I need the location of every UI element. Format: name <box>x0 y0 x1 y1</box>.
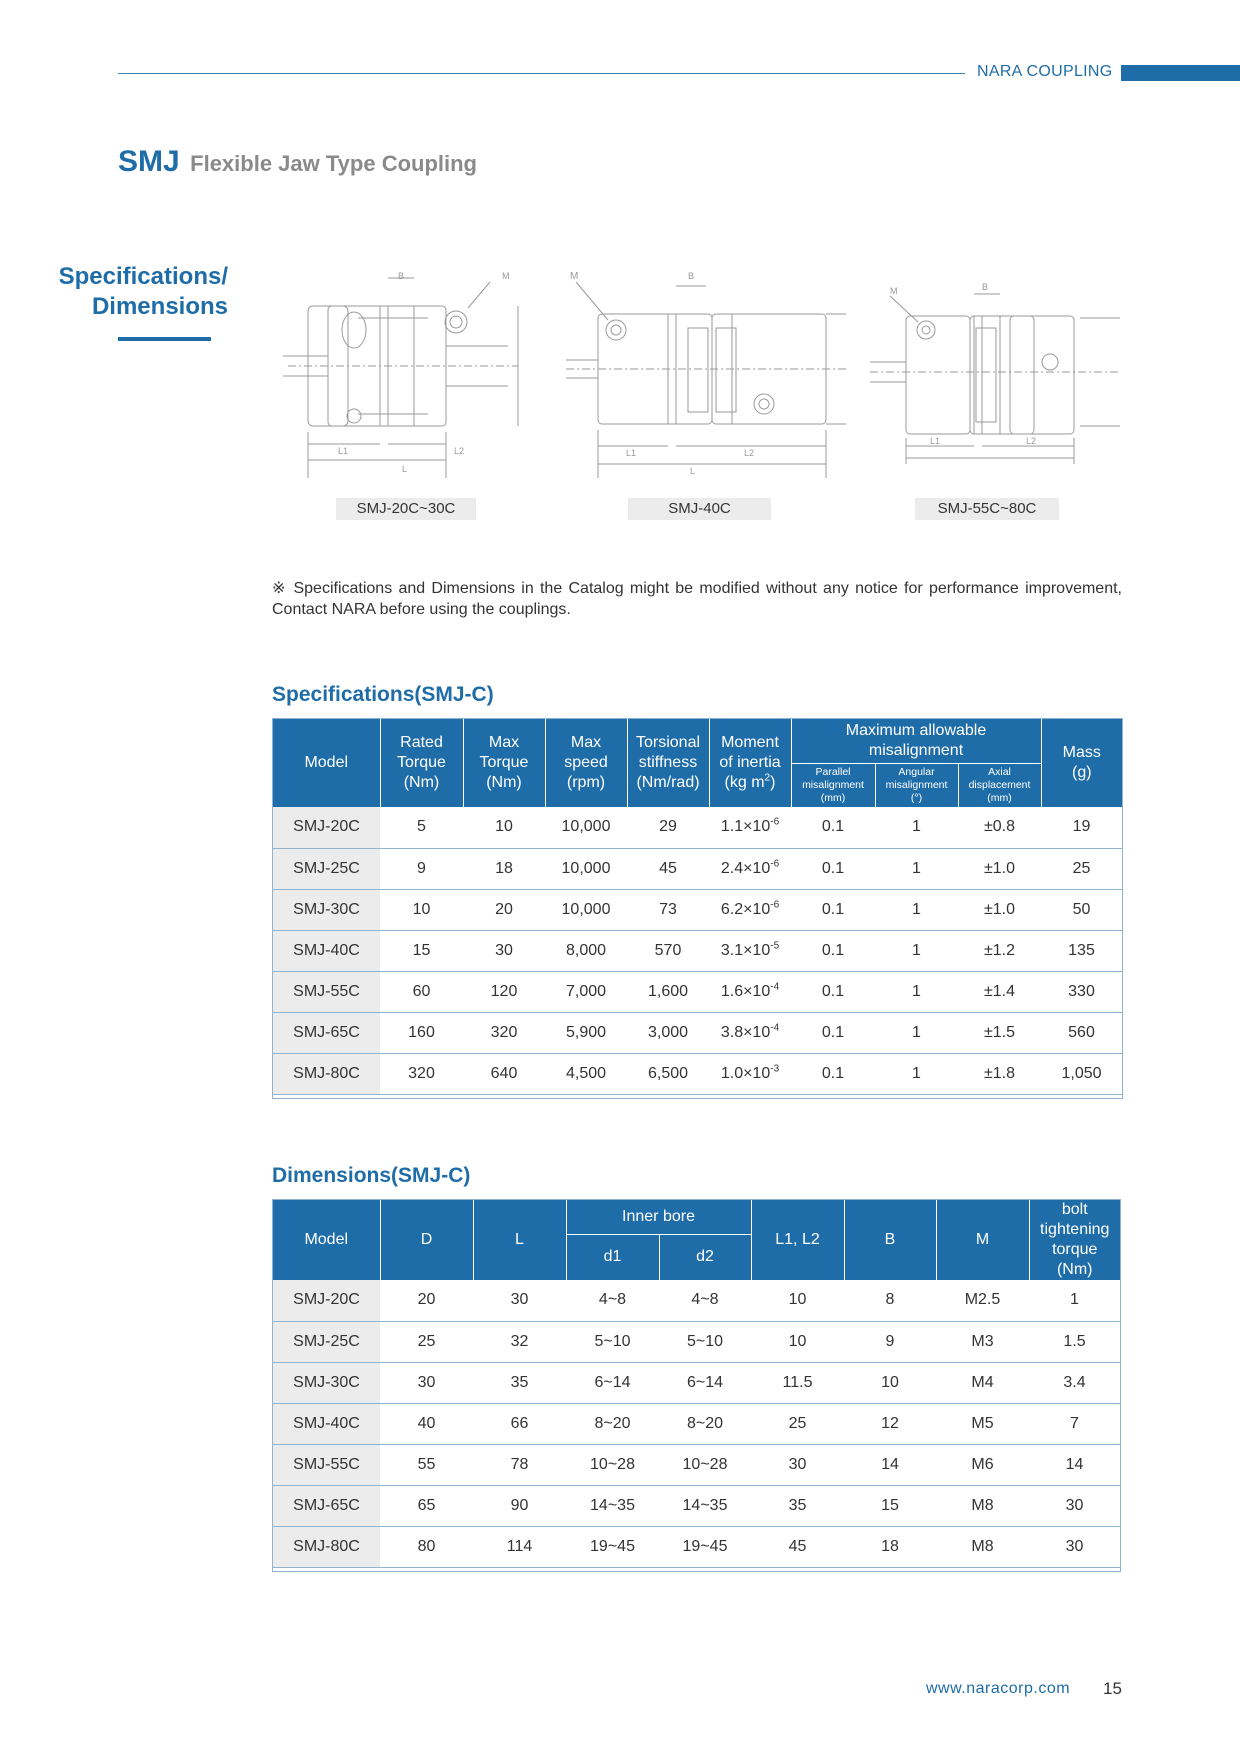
page-number: 15 <box>1103 1679 1122 1698</box>
dim-cell-m: M8 <box>936 1526 1029 1567</box>
dim-cell-d2: 14~35 <box>659 1485 751 1526</box>
spec-cell-inertia: $3.8\times 10^{-4}$ <box>709 1012 791 1053</box>
spec-cell-axial: ±1.4 <box>958 971 1041 1012</box>
spec-cell-speed: 8,000 <box>545 930 627 971</box>
spec-cell-stiffness: 29 <box>627 807 709 848</box>
diagram-mark-l2: L2 <box>454 446 465 456</box>
spec-cell-parallel: 0.1 <box>791 848 875 889</box>
spec-cell-parallel: 0.1 <box>791 807 875 848</box>
dim-cell-d: 20 <box>380 1280 473 1321</box>
dim-cell-model: SMJ-80C <box>273 1526 380 1567</box>
dim-cell-d2: 8~20 <box>659 1403 751 1444</box>
dim-row <box>273 1403 1120 1444</box>
dim-cell-d: 40 <box>380 1403 473 1444</box>
dim-cell-l: 66 <box>473 1403 566 1444</box>
dim-header-model: Model <box>273 1200 380 1280</box>
spec-cell-rated: 9 <box>380 848 463 889</box>
spec-row <box>273 971 1122 1012</box>
product-description: Flexible Jaw Type Coupling <box>190 151 477 176</box>
spec-header-max-torque: Max Torque (Nm) <box>463 719 545 807</box>
dim-cell-l1-l2: 30 <box>751 1444 844 1485</box>
section-heading-line2: Dimensions <box>91 293 228 320</box>
spec-cell-mass: 25 <box>1041 848 1122 889</box>
spec-cell-parallel: 0.1 <box>791 1012 875 1053</box>
spec-cell-mass: 135 <box>1041 930 1122 971</box>
diagram-smj-40c <box>556 268 856 483</box>
spec-cell-mass: 19 <box>1041 807 1122 848</box>
dim-cell-m: M5 <box>936 1403 1029 1444</box>
dim-cell-bolt: 1 <box>1029 1280 1120 1321</box>
dim-header-m: M <box>936 1200 1029 1280</box>
spec-cell-stiffness: 3,000 <box>627 1012 709 1053</box>
spec-cell-axial: ±1.8 <box>958 1053 1041 1094</box>
diagram-label-smj-40c: SMJ-40C <box>628 498 771 520</box>
dim-cell-l: 32 <box>473 1321 566 1362</box>
spec-cell-inertia: $1.0\times 10^{-3}$ <box>709 1053 791 1094</box>
diagram-mark-m: M <box>570 271 579 282</box>
dim-cell-b: 14 <box>844 1444 936 1485</box>
spec-cell-model: SMJ-80C <box>273 1053 380 1094</box>
spec-cell-axial: ±1.5 <box>958 1012 1041 1053</box>
dim-cell-l: 78 <box>473 1444 566 1485</box>
dim-cell-m: M4 <box>936 1362 1029 1403</box>
section-heading-underline <box>118 337 211 341</box>
spec-cell-mass: 1,050 <box>1041 1053 1122 1094</box>
spec-header-moment-of-inertia: Moment of inertia (kg $m^2$) <box>709 719 791 807</box>
spec-cell-mass: 50 <box>1041 889 1122 930</box>
dim-cell-b: 9 <box>844 1321 936 1362</box>
dim-cell-model: SMJ-25C <box>273 1321 380 1362</box>
spec-cell-axial: ±1.0 <box>958 889 1041 930</box>
spec-cell-parallel: 0.1 <box>791 930 875 971</box>
section-heading-line1: Specifications/ <box>58 263 228 290</box>
dim-header-inner-bore: Inner bore <box>566 1200 751 1234</box>
dim-cell-m: M3 <box>936 1321 1029 1362</box>
spec-cell-max-torque: 18 <box>463 848 545 889</box>
spec-cell-max-torque: 320 <box>463 1012 545 1053</box>
spec-cell-mass: 330 <box>1041 971 1122 1012</box>
dim-cell-d1: 4~8 <box>566 1280 659 1321</box>
spec-header-axial: Axial displacement (mm) <box>958 763 1041 807</box>
spec-cell-inertia: $1.6\times 10^{-4}$ <box>709 971 791 1012</box>
spec-cell-mass: 560 <box>1041 1012 1122 1053</box>
spec-cell-model: SMJ-20C <box>273 807 380 848</box>
spec-row <box>273 848 1122 889</box>
dim-row <box>273 1321 1120 1362</box>
spec-cell-angular: 1 <box>875 930 958 971</box>
diagram-mark-l: L <box>402 464 408 474</box>
spec-cell-axial: ±1.2 <box>958 930 1041 971</box>
dim-cell-l: 90 <box>473 1485 566 1526</box>
spec-table-title: Specifications(SMJ-C) <box>272 683 494 706</box>
dim-cell-bolt: 1.5 <box>1029 1321 1120 1362</box>
dim-cell-d: 25 <box>380 1321 473 1362</box>
dim-cell-d: 65 <box>380 1485 473 1526</box>
dim-cell-d1: 14~35 <box>566 1485 659 1526</box>
dim-cell-bolt: 3.4 <box>1029 1362 1120 1403</box>
spec-header-parallel: Parallel misalignment (mm) <box>791 763 875 807</box>
spec-cell-rated: 15 <box>380 930 463 971</box>
diagram-mark-b: B <box>398 271 405 281</box>
dim-cell-model: SMJ-65C <box>273 1485 380 1526</box>
spec-cell-model: SMJ-55C <box>273 971 380 1012</box>
spec-cell-speed: 10,000 <box>545 848 627 889</box>
spec-cell-max-torque: 30 <box>463 930 545 971</box>
dim-table <box>273 1200 1120 1568</box>
dim-cell-l1-l2: 45 <box>751 1526 844 1567</box>
diagram-mark-b: B <box>688 271 695 281</box>
footer-url[interactable]: www.naracorp.com <box>926 1680 1071 1697</box>
diagram-mark-l1: L1 <box>626 448 637 458</box>
dim-cell-d2: 5~10 <box>659 1321 751 1362</box>
dim-cell-l1-l2: 35 <box>751 1485 844 1526</box>
spec-cell-angular: 1 <box>875 1053 958 1094</box>
diagram-mark-m: M <box>890 286 898 296</box>
spec-cell-max-torque: 640 <box>463 1053 545 1094</box>
spec-row <box>273 889 1122 930</box>
spec-cell-speed: 10,000 <box>545 807 627 848</box>
dim-cell-b: 8 <box>844 1280 936 1321</box>
dim-header-l1-l2: L1, L2 <box>751 1200 844 1280</box>
dim-cell-l1-l2: 11.5 <box>751 1362 844 1403</box>
dim-header-bolt-torque: bolt tightening torque (Nm) <box>1029 1200 1120 1280</box>
page-title <box>118 145 477 179</box>
spec-cell-rated: 60 <box>380 971 463 1012</box>
product-code: SMJ <box>118 145 180 178</box>
header-accent-bar <box>1121 65 1240 81</box>
spec-cell-rated: 10 <box>380 889 463 930</box>
spec-cell-inertia: $2.4\times 10^{-6}$ <box>709 848 791 889</box>
header-rule <box>118 73 965 74</box>
dim-cell-l1-l2: 10 <box>751 1321 844 1362</box>
dim-cell-model: SMJ-20C <box>273 1280 380 1321</box>
spec-cell-model: SMJ-30C <box>273 889 380 930</box>
dim-cell-model: SMJ-40C <box>273 1403 380 1444</box>
dim-row <box>273 1485 1120 1526</box>
spec-row <box>273 807 1122 848</box>
spec-cell-stiffness: 1,600 <box>627 971 709 1012</box>
dim-cell-d1: 19~45 <box>566 1526 659 1567</box>
dim-row <box>273 1362 1120 1403</box>
dim-cell-l1-l2: 25 <box>751 1403 844 1444</box>
dim-cell-d: 55 <box>380 1444 473 1485</box>
dim-row <box>273 1280 1120 1321</box>
spec-cell-parallel: 0.1 <box>791 1053 875 1094</box>
dim-cell-b: 15 <box>844 1485 936 1526</box>
dim-cell-m: M6 <box>936 1444 1029 1485</box>
spec-cell-angular: 1 <box>875 848 958 889</box>
spec-cell-axial: ±1.0 <box>958 848 1041 889</box>
spec-cell-model: SMJ-25C <box>273 848 380 889</box>
spec-cell-max-torque: 10 <box>463 807 545 848</box>
spec-cell-angular: 1 <box>875 889 958 930</box>
dim-cell-l: 35 <box>473 1362 566 1403</box>
spec-cell-stiffness: 73 <box>627 889 709 930</box>
dim-table-title: Dimensions(SMJ-C) <box>272 1164 471 1187</box>
diagram-mark-l1: L1 <box>930 436 941 446</box>
spec-header-misalignment: Maximum allowable misalignment <box>791 719 1041 763</box>
diagram-mark-l: L <box>690 466 696 476</box>
spec-cell-speed: 5,900 <box>545 1012 627 1053</box>
dim-row <box>273 1444 1120 1485</box>
diagram-mark-m: M <box>502 271 510 281</box>
spec-cell-stiffness: 45 <box>627 848 709 889</box>
dim-header-b: B <box>844 1200 936 1280</box>
spec-cell-parallel: 0.1 <box>791 889 875 930</box>
spec-header-model: Model <box>273 719 380 807</box>
spec-cell-axial: ±0.8 <box>958 807 1041 848</box>
spec-cell-max-torque: 120 <box>463 971 545 1012</box>
spec-header-mass: Mass (g) <box>1041 719 1122 807</box>
dim-cell-d2: 4~8 <box>659 1280 751 1321</box>
diagram-mark-b: B <box>982 282 989 292</box>
spec-header-angular: Angular misalignment (°) <box>875 763 958 807</box>
diagram-smj-20c-30c <box>268 268 558 483</box>
dim-cell-d1: 8~20 <box>566 1403 659 1444</box>
dim-cell-d2: 19~45 <box>659 1526 751 1567</box>
spec-cell-inertia: $3.1\times 10^{-5}$ <box>709 930 791 971</box>
dim-header-d1: d1 <box>566 1234 659 1280</box>
dim-cell-d1: 5~10 <box>566 1321 659 1362</box>
dim-cell-bolt: 30 <box>1029 1485 1120 1526</box>
dim-cell-m: M2.5 <box>936 1280 1029 1321</box>
spec-cell-model: SMJ-40C <box>273 930 380 971</box>
header-brand: NARA COUPLING <box>977 63 1113 80</box>
spec-cell-stiffness: 570 <box>627 930 709 971</box>
dim-cell-bolt: 14 <box>1029 1444 1120 1485</box>
spec-cell-speed: 10,000 <box>545 889 627 930</box>
dim-cell-b: 12 <box>844 1403 936 1444</box>
diagram-mark-l1: L1 <box>338 446 349 456</box>
catalog-note: ※ Specifications and Dimensions in the Catalog might be modified without any notice for performance improvement, Contact NARA before using the couplings. <box>272 580 1122 618</box>
spec-cell-parallel: 0.1 <box>791 971 875 1012</box>
dim-cell-bolt: 7 <box>1029 1403 1120 1444</box>
spec-row <box>273 1012 1122 1053</box>
dim-cell-b: 10 <box>844 1362 936 1403</box>
section-heading <box>40 262 228 322</box>
spec-header-torsional-stiffness: Torsional stiffness (Nm/rad) <box>627 719 709 807</box>
dim-cell-m: M8 <box>936 1485 1029 1526</box>
spec-cell-angular: 1 <box>875 807 958 848</box>
dim-cell-model: SMJ-30C <box>273 1362 380 1403</box>
diagram-label-smj-55c-80c: SMJ-55C~80C <box>915 498 1059 520</box>
spec-cell-angular: 1 <box>875 971 958 1012</box>
dim-cell-d2: 10~28 <box>659 1444 751 1485</box>
spec-cell-speed: 7,000 <box>545 971 627 1012</box>
dim-cell-l: 30 <box>473 1280 566 1321</box>
spec-cell-rated: 160 <box>380 1012 463 1053</box>
diagram-mark-l2: L2 <box>1026 436 1037 446</box>
diagram-mark-l2: L2 <box>744 448 755 458</box>
spec-cell-model: SMJ-65C <box>273 1012 380 1053</box>
dim-row <box>273 1526 1120 1567</box>
dim-header-d2: d2 <box>659 1234 751 1280</box>
spec-row <box>273 1053 1122 1094</box>
spec-cell-stiffness: 6,500 <box>627 1053 709 1094</box>
spec-cell-speed: 4,500 <box>545 1053 627 1094</box>
dim-cell-b: 18 <box>844 1526 936 1567</box>
spec-cell-inertia: $1.1\times 10^{-6}$ <box>709 807 791 848</box>
dim-cell-d1: 10~28 <box>566 1444 659 1485</box>
diagram-label-smj-20c-30c: SMJ-20C~30C <box>336 498 476 520</box>
spec-cell-max-torque: 20 <box>463 889 545 930</box>
dim-header-l: L <box>473 1200 566 1280</box>
dim-cell-d: 30 <box>380 1362 473 1403</box>
spec-cell-angular: 1 <box>875 1012 958 1053</box>
dim-header-d: D <box>380 1200 473 1280</box>
dim-cell-model: SMJ-55C <box>273 1444 380 1485</box>
dim-cell-d2: 6~14 <box>659 1362 751 1403</box>
spec-table <box>273 719 1122 1095</box>
spec-header-rated-torque: Rated Torque (Nm) <box>380 719 463 807</box>
spec-cell-rated: 320 <box>380 1053 463 1094</box>
dim-cell-l: 114 <box>473 1526 566 1567</box>
dim-cell-d: 80 <box>380 1526 473 1567</box>
spec-row <box>273 930 1122 971</box>
dim-cell-d1: 6~14 <box>566 1362 659 1403</box>
dim-cell-bolt: 30 <box>1029 1526 1120 1567</box>
spec-cell-rated: 5 <box>380 807 463 848</box>
dim-cell-l1-l2: 10 <box>751 1280 844 1321</box>
spec-header-max-speed: Max speed (rpm) <box>545 719 627 807</box>
diagram-smj-55c-80c <box>850 278 1130 468</box>
spec-cell-inertia: $6.2\times 10^{-6}$ <box>709 889 791 930</box>
